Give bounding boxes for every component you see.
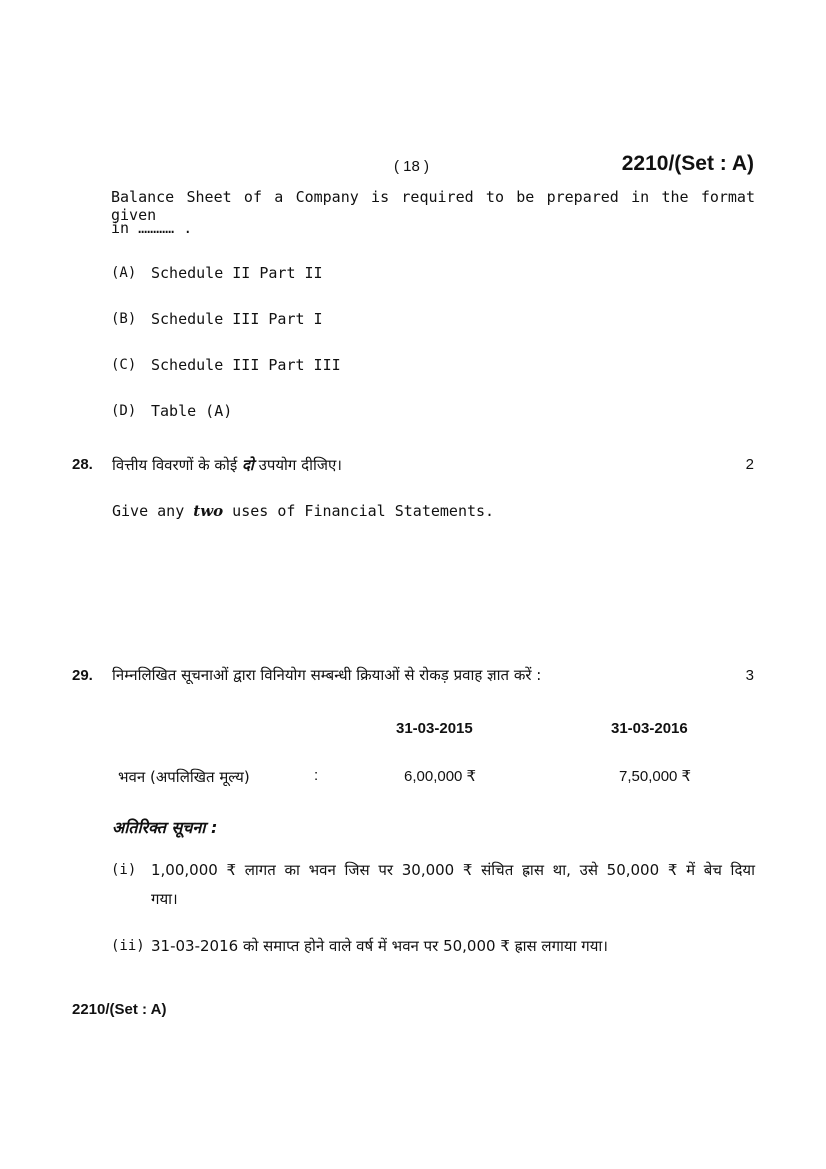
table-value-2016: 7,50,000 ₹ [619, 768, 692, 785]
q29-number: 29. [72, 667, 93, 684]
option-b-label: (B) [111, 311, 137, 327]
q28-hindi-post: उपयोग दीजिए। [253, 456, 342, 474]
q27-text-line2: in ………… . [111, 219, 193, 237]
item-i-label: (i) [111, 862, 137, 878]
option-a-label: (A) [111, 265, 137, 281]
table-value-2015: 6,00,000 ₹ [404, 768, 477, 785]
item-ii-line1: 31-03-2016 को समाप्त होने वाले वर्ष में भवन पर 50,000 ₹ ह्रास लगाया गया। [151, 937, 608, 955]
paper-code-header: 2210/(Set : A) [621, 152, 754, 175]
q28-eng-bold: two [193, 502, 224, 520]
q28-eng-post: uses of Financial Statements. [223, 502, 495, 520]
page-number: ( 18 ) [394, 158, 430, 175]
q28-hindi-pre: वित्तीय विवरणों के कोई [112, 456, 242, 474]
q28-marks: 2 [745, 456, 754, 473]
q28-hindi-text [112, 455, 342, 475]
option-b-text: Schedule III Part I [151, 310, 323, 328]
q28-hindi-bold: दो [241, 456, 254, 474]
item-i-line1: 1,00,000 ₹ लागत का भवन जिस पर 30,000 ₹ संचित ह्रास था, उसे 50,000 ₹ में बेच दिया [151, 861, 755, 879]
table-row-label: भवन (अपलिखित मूल्य) [118, 768, 250, 786]
q28-eng-pre: Give any [112, 502, 194, 520]
item-i-line2: गया। [151, 890, 178, 908]
option-c-text: Schedule III Part III [151, 356, 341, 374]
q27-text-line1: Balance Sheet of a Company is required to be prepared in the format given [111, 188, 755, 224]
q28-number: 28. [72, 456, 93, 473]
item-ii-label: (ii) [111, 938, 145, 954]
paper-code-footer: 2210/(Set : A) [72, 1001, 167, 1018]
option-d-label: (D) [111, 403, 137, 419]
option-d-text: Table (A) [151, 402, 233, 420]
option-a-text: Schedule II Part II [151, 264, 323, 282]
table-row-colon: : [314, 767, 319, 784]
table-header-2015: 31-03-2015 [396, 720, 473, 737]
q28-english-text [112, 502, 494, 520]
q29-hindi-text: निम्नलिखित सूचनाओं द्वारा विनियोग सम्बन्धी क्रियाओं से रोकड़ प्रवाह ज्ञात करें : [112, 666, 542, 684]
table-header-2016: 31-03-2016 [611, 720, 688, 737]
q29-marks: 3 [745, 667, 754, 684]
option-c-label: (C) [111, 357, 137, 373]
additional-info-heading: अतिरिक्त सूचना : [112, 818, 218, 837]
